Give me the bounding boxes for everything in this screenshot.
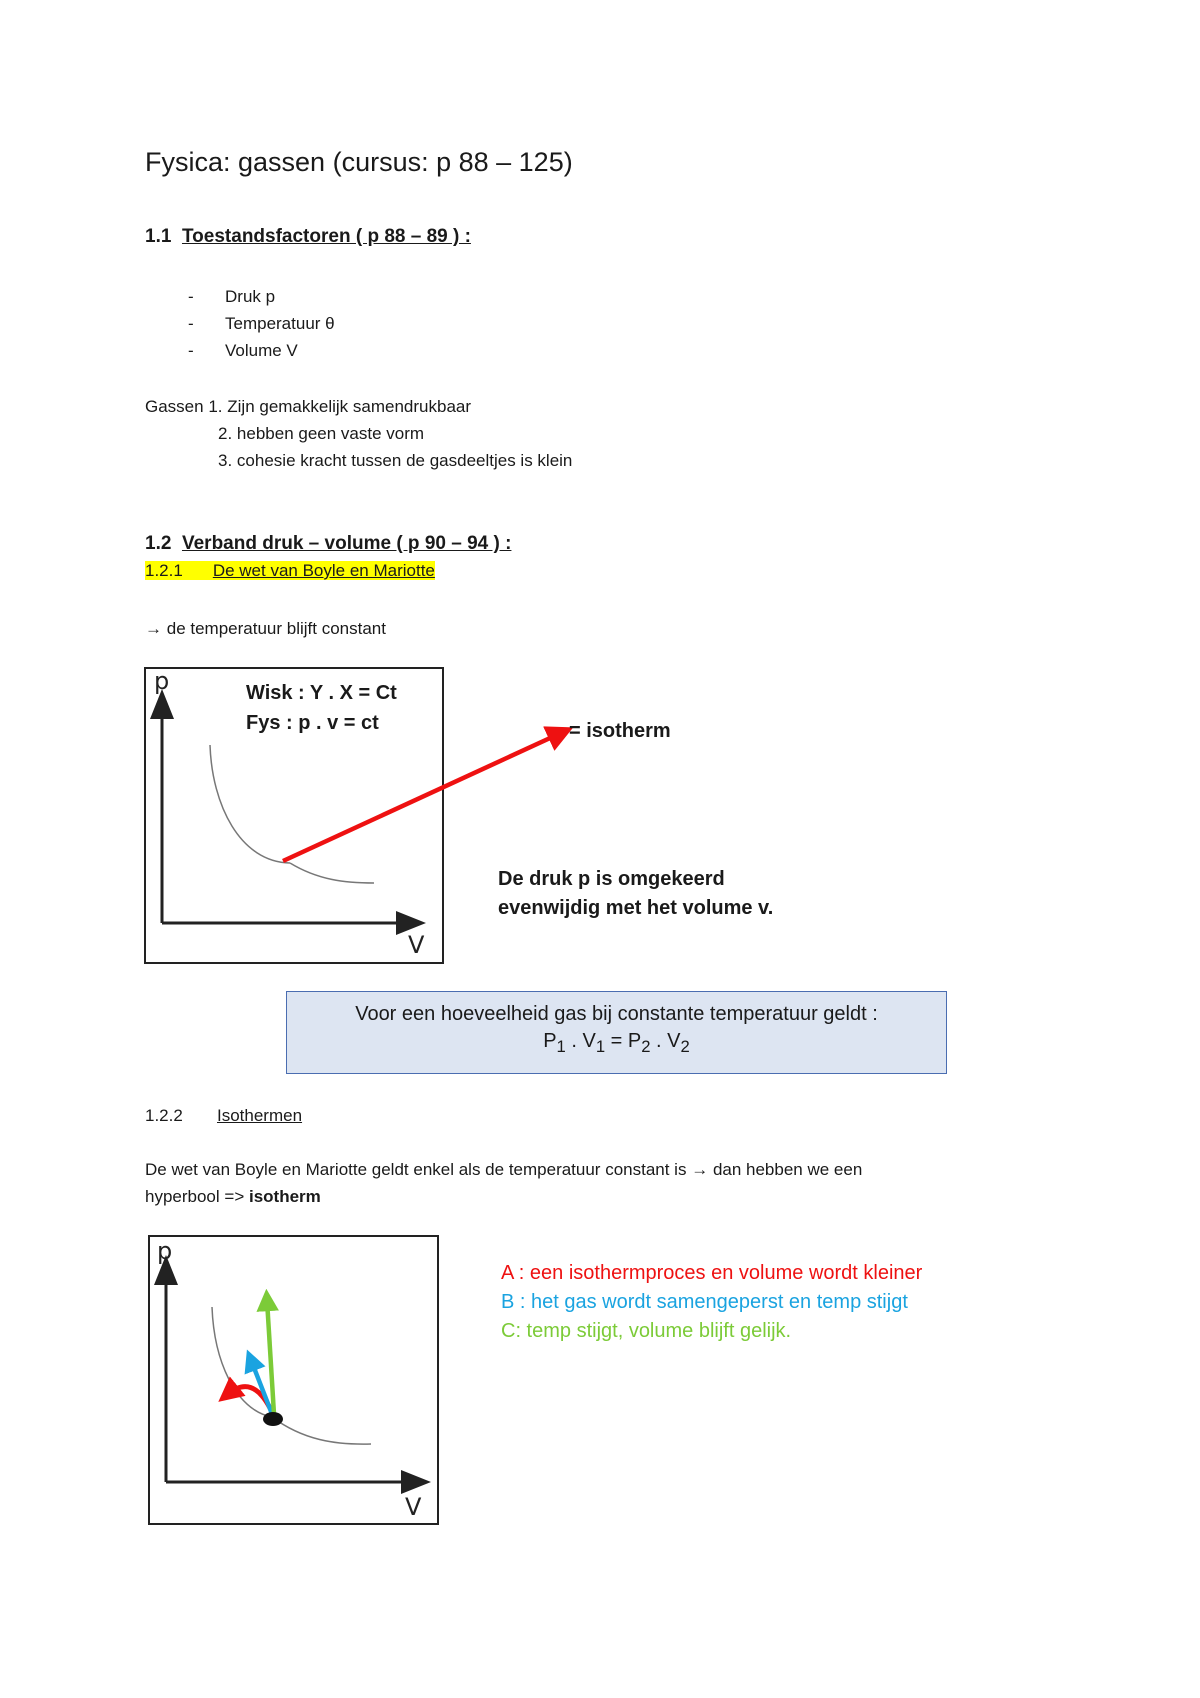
formula-part: = P xyxy=(605,1030,642,1052)
arrow-c xyxy=(267,1300,274,1414)
property-number: 2. xyxy=(218,424,233,443)
wisk-formula: Wisk : Y . X = Ct xyxy=(246,682,397,704)
formula-part: P xyxy=(543,1030,557,1052)
isotherm-label: = isotherm xyxy=(569,720,671,742)
bullet-dash: - xyxy=(188,341,194,360)
property-text: Zijn gemakkelijk samendrukbaar xyxy=(227,397,472,416)
section-title: Verband druk – volume ( p 90 – 94 ) : xyxy=(181,533,512,554)
bullet-dash: - xyxy=(188,314,194,333)
formula-subscript: 1 xyxy=(556,1037,566,1056)
x-axis-label: V xyxy=(408,931,425,959)
paragraph-text: hyperbool => xyxy=(145,1187,245,1206)
subsection-title: De wet van Boyle en Mariotte xyxy=(212,561,435,580)
x-axis-label: V xyxy=(405,1493,422,1521)
pressure-note-line1: De druk p is omgekeerd xyxy=(498,868,725,890)
property-text: hebben geen vaste vorm xyxy=(236,424,425,443)
subsection-number: 1.2.2 xyxy=(145,1106,183,1125)
formula-subscript: 1 xyxy=(595,1037,606,1056)
subsection-number: 1.2.1 xyxy=(145,561,213,580)
gassen-label: Gassen xyxy=(145,397,204,416)
isotherm-curve xyxy=(212,1307,371,1444)
state-point xyxy=(263,1412,283,1426)
bullet-item: Temperatuur θ xyxy=(225,314,335,333)
bullet-item: Druk p xyxy=(225,287,276,306)
formula-part: . V xyxy=(565,1030,596,1052)
property-text: cohesie kracht tussen de gasdeeltjes is klein xyxy=(236,451,573,470)
formula-subscript: 2 xyxy=(641,1037,651,1056)
section-number: 1.1 xyxy=(145,226,172,247)
property-number: 1. xyxy=(208,397,223,416)
section-number: 1.2 xyxy=(145,533,172,554)
paragraph-text: De wet van Boyle en Mariotte geldt enkel als de temperatuur constant is xyxy=(145,1160,687,1179)
bullet-item: Volume V xyxy=(225,341,298,360)
legend-a: A : een isothermproces en volume wordt kleiner xyxy=(501,1262,923,1284)
subsection-title: Isothermen xyxy=(217,1106,303,1125)
formula-part: . V xyxy=(650,1030,681,1052)
right-arrow-icon: → xyxy=(145,619,162,638)
fys-formula: Fys : p . v = ct xyxy=(246,712,379,734)
y-axis-label: p xyxy=(157,1237,173,1265)
property-number: 3. xyxy=(218,451,233,470)
legend-b: B : het gas wordt samengeperst en temp stijgt xyxy=(501,1291,908,1313)
formula-subscript: 2 xyxy=(680,1037,690,1056)
paragraph-bold-text: isotherm xyxy=(248,1187,321,1206)
paragraph-text: dan hebben we een xyxy=(712,1160,863,1179)
legend-c: C: temp stijgt, volume blijft gelijk. xyxy=(501,1320,792,1342)
temperature-note-text: de temperatuur blijft constant xyxy=(166,619,386,638)
law-statement: Voor een hoeveelheid gas bij constante temperatuur geldt : xyxy=(355,1003,878,1025)
page-title: Fysica: gassen (cursus: p 88 – 125) xyxy=(145,147,573,177)
right-arrow-icon: → xyxy=(691,1160,709,1179)
pressure-note-line2: evenwijdig met het volume v. xyxy=(498,897,774,919)
bullet-dash: - xyxy=(188,287,194,306)
section-title: Toestandsfactoren ( p 88 – 89 ) : xyxy=(181,226,471,247)
y-axis-label: p xyxy=(154,667,170,695)
